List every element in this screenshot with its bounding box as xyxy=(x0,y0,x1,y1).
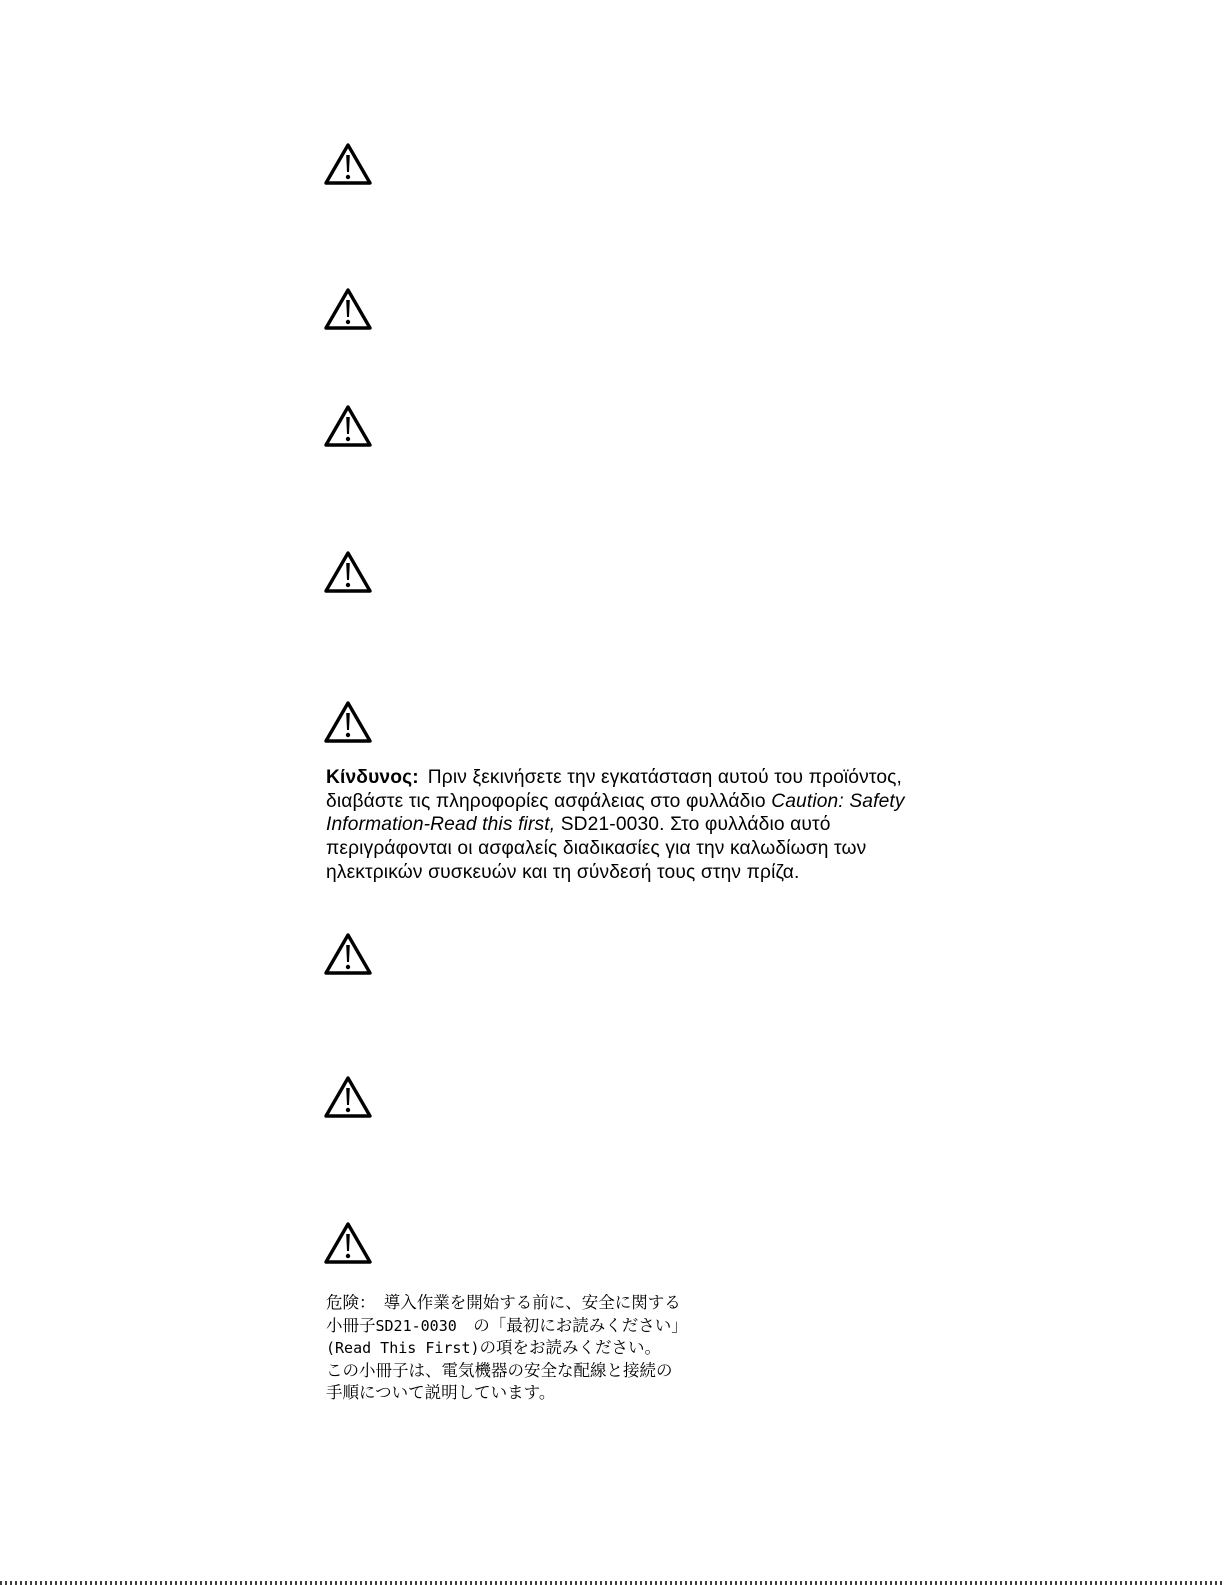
booklet-code: SD21-0030 xyxy=(375,1316,457,1335)
japanese-notice-line-3: (Read This First)の項をお読みください。 xyxy=(326,1338,662,1358)
japanese-danger-notice xyxy=(326,1292,726,1405)
caution-triangle-icon xyxy=(322,699,374,745)
japanese-notice-line-4: この小冊子は、電気機器の安全な配線と接続の xyxy=(326,1360,673,1380)
caution-triangle-icon xyxy=(322,1220,374,1266)
booklet-english-title: (Read This First) xyxy=(326,1339,480,1358)
safety-booklet-title-cont: Information-Read this first, xyxy=(326,814,556,836)
safety-booklet-title: Caution: Safety xyxy=(771,790,905,812)
japanese-notice-line-1: 危険： 導入作業を開始する前に、安全に関する xyxy=(326,1293,681,1312)
japanese-notice-line-2: 小冊子SD21-0030 の「最初にお読みください」 xyxy=(326,1315,688,1335)
danger-label-japanese: 危険： xyxy=(326,1293,368,1312)
japanese-notice-line-5: 手順について説明しています。 xyxy=(326,1383,556,1403)
caution-triangle-icon xyxy=(322,403,374,449)
caution-triangle-icon xyxy=(322,1074,374,1120)
page-bottom-edge xyxy=(0,1581,1225,1585)
caution-triangle-icon xyxy=(322,931,374,977)
danger-label-greek: Κίνδυνος: xyxy=(326,767,419,788)
greek-notice-line-4: περιγράφονται οι ασφαλείς διαδικασίες για την καλωδίωση των xyxy=(326,838,867,860)
greek-notice-line-5: ηλεκτρικών συσκευών και τη σύνδεσή τους στην πρίζα. xyxy=(326,861,800,883)
caution-triangle-icon xyxy=(322,141,374,187)
caution-triangle-icon xyxy=(322,286,374,332)
greek-notice-line-2: διαβάστε τις πληροφορίες ασφάλειας στο φυλλάδιο Caution: Safety xyxy=(326,790,905,812)
greek-notice-line-3: Information-Read this first, SD21-0030. Στο φυλλάδιο αυτό xyxy=(326,814,831,836)
greek-danger-notice xyxy=(326,766,926,885)
greek-notice-line-1: Κίνδυνος: Πριν ξεκινήσετε την εγκατάσταση αυτού του προϊόντος, xyxy=(326,767,903,788)
caution-triangle-icon xyxy=(322,549,374,595)
